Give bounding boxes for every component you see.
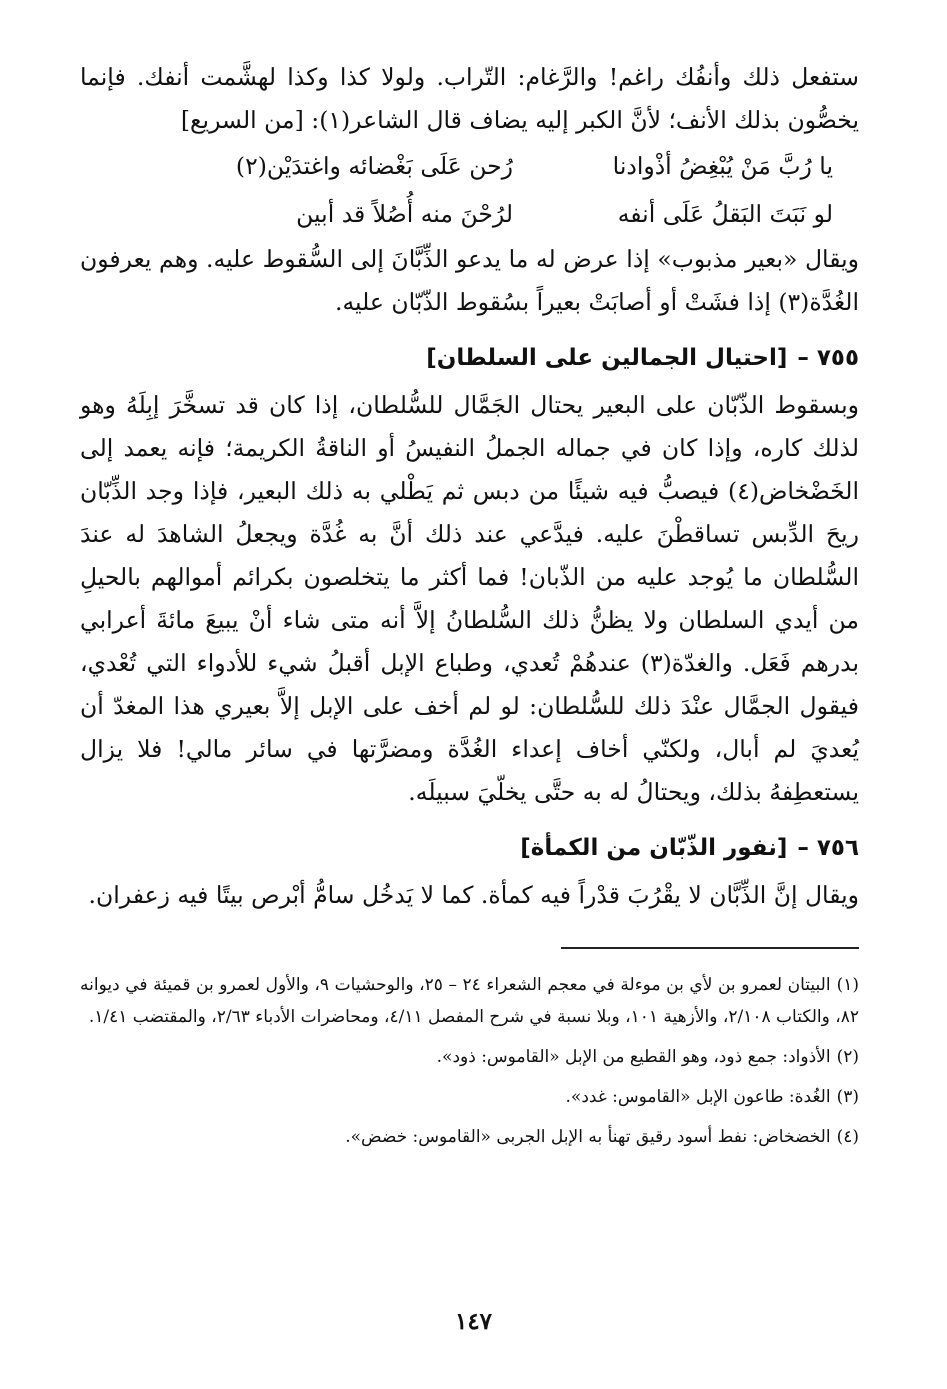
footnote-4-number: (٤) [836,1127,859,1147]
footnote-2-number: (٢) [836,1047,859,1067]
footnote-4 [80,1121,859,1153]
footnote-1 [80,969,859,1033]
page-number: ١٤٧ [454,1308,493,1335]
footnote-2 [80,1041,859,1073]
verse-line-1 [80,142,859,190]
verse-line-2 [80,190,859,238]
verse-1-first-hemistich: يا رُبَّ مَنْ يُبْغِضُ أذْوادنا [612,152,833,180]
footnote-3 [80,1081,859,1113]
footnote-2-text: الأذواد: جمع ذود، وهو القطيع من الإبل «القاموس: ذود». [436,1047,831,1067]
paragraph-bitten-camel: ويقال «بعير مذبوب» إذا عرض له ما يدعو الذِّبَّانَ إلى السُّقوط عليه. وهم يعرفون الغُدَّة(٣) إذا فشَتْ أو أصابَتْ بعيراً بسُقوط الذّبّان عليه. [80,245,859,316]
footnote-divider [561,947,859,949]
section-body-755: وبسقوط الذّبّان على البعير يحتال الجَمَّال للسُّلطان، إذا كان قد تسخَّرَ إبِلَهُ وهو لذلك كاره، وإذا كان في جماله الجملُ النفيسُ أو الناقةُ الكريمة؛ فإنه يعمد إلى الخَضْخاض(٤) فيصبُّ فيه شيئًا من دبس ثم يَطْلي به ذلك البعير، فإذا وجد الذِّبّان ريحَ الدِّبس تساقطْنَ عليه. فيدَّعي عند ذلك أنَّ به غُدَّة ويجعلُ الشاهدَ له عندَ السُّلطان ما يُوجد عليه من الذّبان! فما أكثر ما يتخلصون بكرائم أموالهم بالحيلِ من أيدي السلطان ولا يظنُّ ذلك السُّلطانُ إلاَّ أنه متى شاء أنْ يبيعَ مائةَ أعرابي بدرهم فَعَل. والغدّة(٣) عندهُمْ تُعدي، وطباع الإبل أقبلُ شيء للأدواء التي تُعْدي، فيقول الجمَّال عنْدَ ذلك للسُّلطان: لو لم أخف على الإبل إلاَّ بعيري هذا المغدّ أن يُعديَ لم أبال، ولكنّي أخاف إعداء الغُدَّة ومضرَّتها في سائر مالي! فلا يزال يستعطِفهُ بذلك، ويحتالُ له به حتَّى يخلّيَ سبيلَه. [80,391,859,806]
verse-2-second-hemistich: لرُحْنَ منه أُصُلاً قد أبين [296,200,513,228]
footnote-4-text: الخضخاض: نفط أسود رقيق تهنأ به الإبل الجربى «القاموس: خضض». [345,1127,831,1147]
page-content [80,56,859,1161]
section-number-755: ٧٥٥ – [797,345,859,371]
continuation-paragraph: ستفعل ذلك وأنفُك راغم! والرَّغام: التّراب. ولولا كذا وكذا لهشَّمت أنفك. فإنما يخصُّون بذلك الأنف؛ لأنَّ الكبر إليه يضاف قال الشاعر(١): [من السريع] [80,63,859,134]
footnote-1-text: البيتان لعمرو بن لأي بن موءلة في معجم الشعراء ٢٤ – ٢٥، والوحشيات ٩، والأول لعمرو بن قميئة في ديوانه ٨٢، والكتاب ٢/١٠٨، والأزهية ١٠١، وبلا نسبة في شرح المفصل ٤/١١، ومحاضرات الأدباء ٢/٦٣، والمقتضب ١/٤١. [80,975,859,1027]
section-title-755: [احتيال الجمالين على السلطان] [426,345,788,371]
section-heading-755 [80,338,859,378]
section-title-756: [نفور الذّبّان من الكمأة] [520,835,788,861]
footnote-1-number: (١) [836,975,860,995]
section-heading-756 [80,828,859,868]
section-number-756: ٧٥٦ – [797,835,859,861]
section-body-756: ويقال إنَّ الذِّبَّان لا يقْرُبَ قدْراً فيه كمأة. كما لا يَدخُل سامُّ أبْرص بيتًا فيه زعفران. [88,881,859,909]
verse-2-first-hemistich: لو نَبَتَ البَقلُ عَلَى أنفه [617,200,833,228]
footnote-3-text: الغُدة: طاعون الإبل «القاموس: غدد». [565,1087,831,1107]
footnote-3-number: (٣) [836,1087,859,1107]
verse-1-second-hemistich: رُحن عَلَى بَغْضائه واغتدَيْن(٢) [235,152,513,180]
